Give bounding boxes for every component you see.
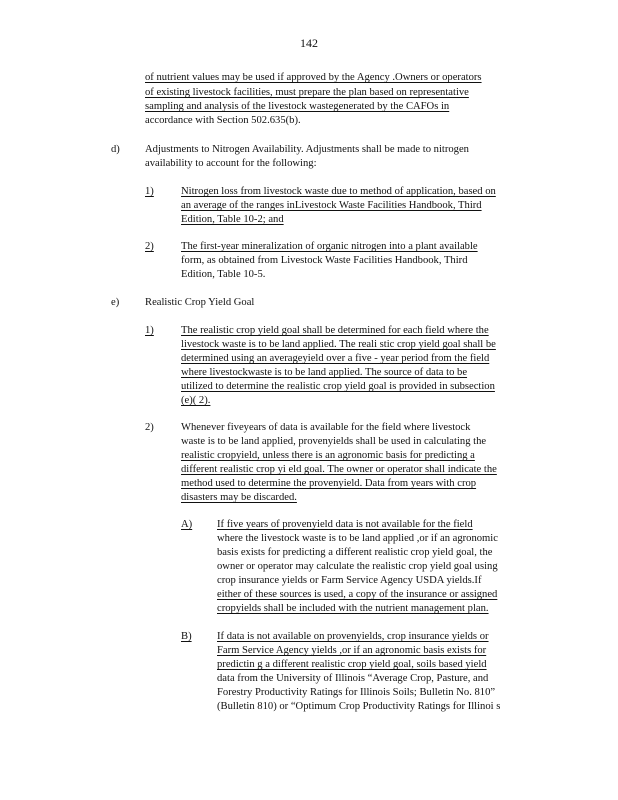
text-line: basis exists for predicting a different realistic crop yield goal, the (217, 547, 493, 558)
text-line: The first-year mineralization of organic nitrogen into a plant available (181, 241, 478, 252)
text-line: method used to determine the provenyield. Data from years with crop (181, 478, 477, 489)
text-line: where livestockwaste is to be land applied. The source of data to be (181, 367, 468, 378)
section-label: d) (111, 144, 120, 155)
text-line: disasters may be discarded. (181, 492, 297, 503)
text-line: Whenever fiveyears of data is available for the field where livestock (181, 422, 471, 433)
text-line: (e)( 2). (181, 395, 211, 406)
text-line: accordance with Section 502.635(b). (145, 115, 301, 126)
text-line: form, as obtained from Livestock Waste Facilities Handbook, Third (181, 255, 468, 266)
text-line: Nitrogen loss from livestock waste due to method of application, based on (181, 186, 496, 197)
text-line: of existing livestock facilities, must prepare the plan based on representative (145, 87, 469, 98)
section-label: e) (111, 297, 120, 308)
text-line: waste is to be land applied, provenyields shall be used in calculating the (181, 436, 487, 447)
text-line: data from the University of Illinois “Average Crop, Pasture, and (217, 673, 489, 684)
text-line: predictin g a different realistic crop yield goal, soils based yield (217, 659, 487, 670)
subitem-label: A) (181, 519, 193, 530)
text-line: realistic cropyield, unless there is an agronomic basis for predicting a (181, 450, 475, 461)
text-line: different realistic crop yi eld goal. The owner or operator shall indicate the (181, 464, 497, 475)
text-line: Forestry Productivity Ratings for Illinois Soils; Bulletin No. 810” (217, 687, 496, 698)
item-label: 1) (145, 325, 154, 336)
text-line: Edition, Table 10-2; and (181, 214, 284, 225)
text-line: Edition, Table 10-5. (181, 269, 266, 280)
section-heading: Realistic Crop Yield Goal (145, 297, 255, 308)
text-line: an average of the ranges inLivestock Waste Facilities Handbook, Third (181, 200, 482, 211)
section-heading: availability to account for the following: (145, 158, 317, 169)
item-label: 2) (145, 241, 154, 252)
text-line: If five years of provenyield data is not available for the field (217, 519, 473, 530)
text-line: If data is not available on provenyields, crop insurance yields or (217, 631, 489, 642)
text-line: owner or operator may calculate the realistic crop yield goal using (217, 561, 498, 572)
text-line: crop insurance yields or Farm Service Agency USDA yields.If (217, 575, 482, 586)
text-line: either of these sources is used, a copy of the insurance or assigned (217, 589, 498, 600)
text-line: (Bulletin 810) or “Optimum Crop Productivity Ratings for Illinoi s (217, 701, 501, 712)
text-line: utilized to determine the realistic crop yield goal is provided in subsection (181, 381, 495, 392)
page-number: 142 (300, 36, 318, 50)
text-line: determined using an averageyield over a five - year period from the field (181, 353, 490, 364)
item-label: 1) (145, 186, 154, 197)
text-line: livestock waste is to be land applied. The reali stic crop yield goal shall be (181, 339, 496, 350)
text-line: where the livestock waste is to be land applied ,or if an agronomic (217, 533, 498, 544)
text-line: Farm Service Agency yields ,or if an agronomic basis exists for (217, 645, 487, 656)
subitem-label: B) (181, 631, 192, 642)
section-heading: Adjustments to Nitrogen Availability. Adjustments shall be made to nitrogen (145, 144, 469, 155)
text-line: of nutrient values may be used if approved by the Agency .Owners or operators (145, 72, 482, 83)
text-line: cropyields shall be included with the nutrient management plan. (217, 603, 489, 614)
text-line: The realistic crop yield goal shall be determined for each field where the (181, 325, 489, 336)
item-label: 2) (145, 422, 154, 433)
text-line: sampling and analysis of the livestock wastegenerated by the CAFOs in (145, 101, 450, 112)
